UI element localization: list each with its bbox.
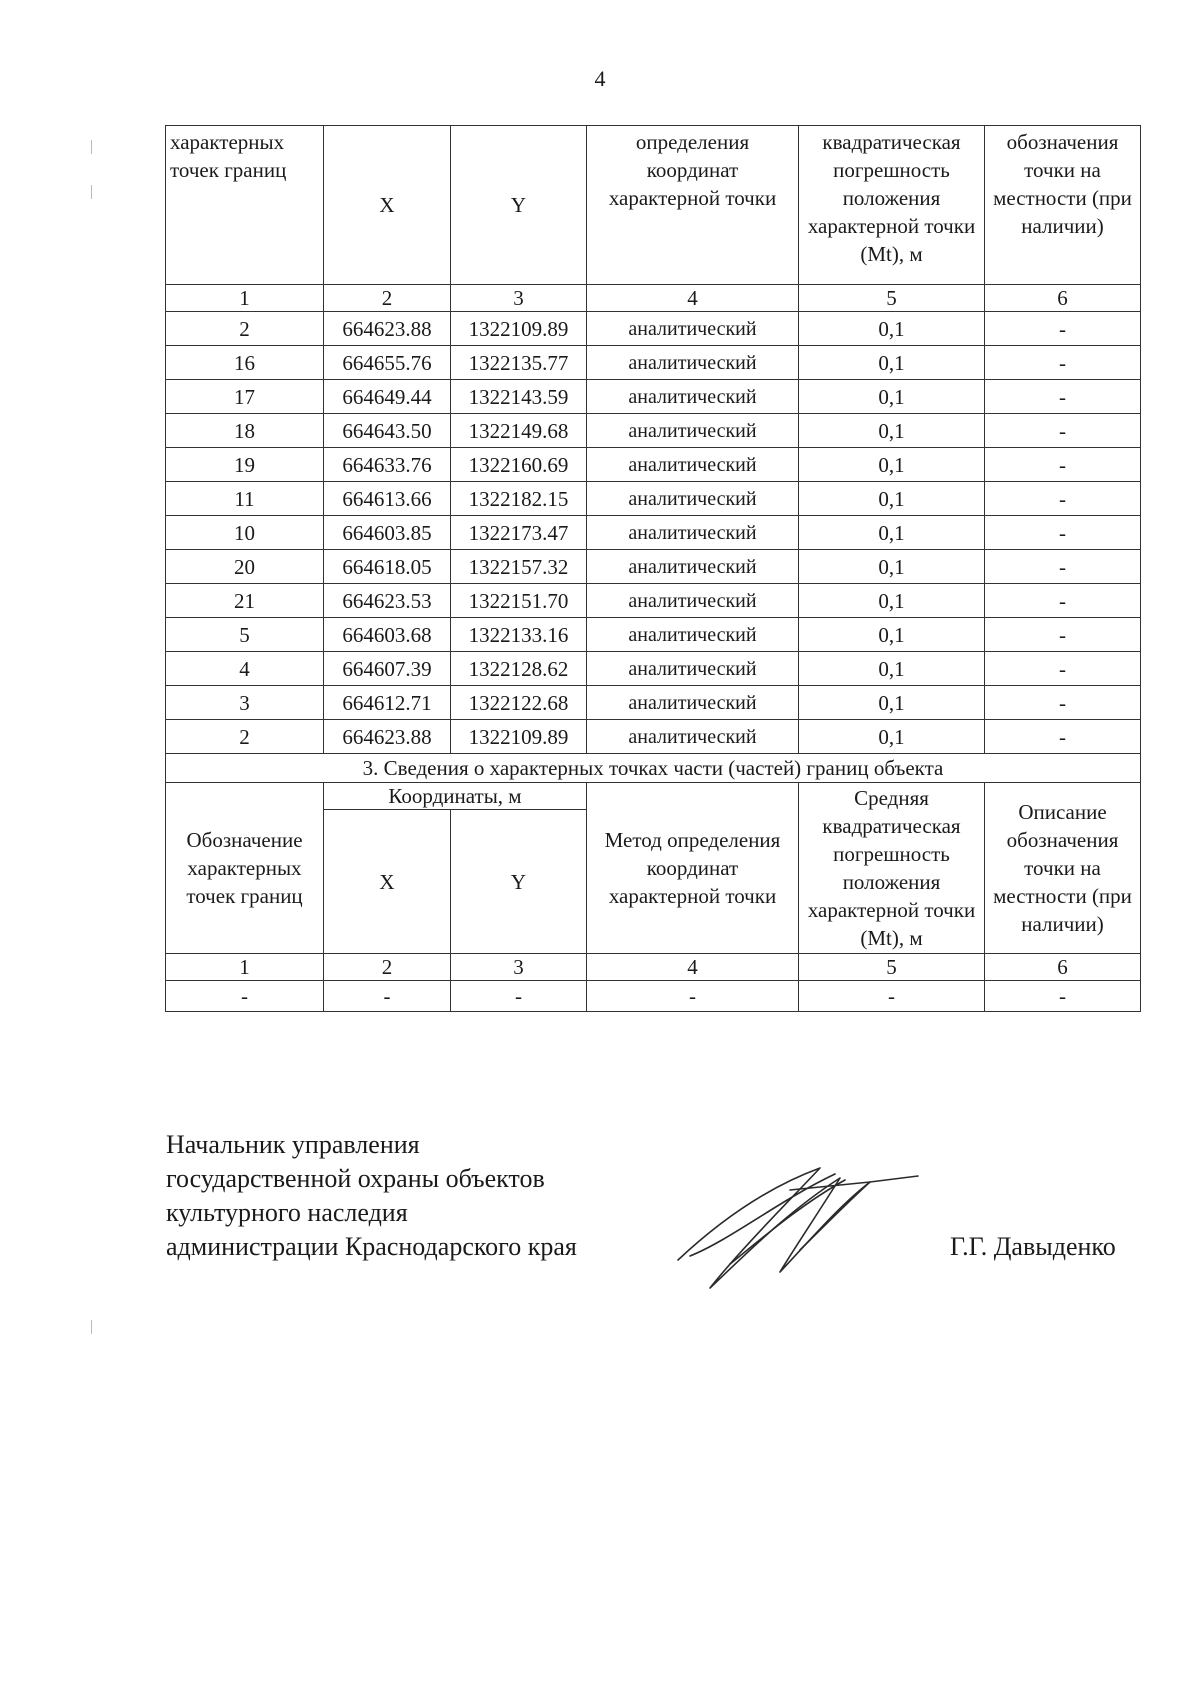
table-row — [166, 652, 1141, 686]
x-coordinate-cell: 664603.68 — [324, 618, 451, 652]
column-number: 5 — [799, 954, 985, 981]
column-number: 6 — [985, 954, 1141, 981]
table-row — [166, 584, 1141, 618]
point-number-cell: 19 — [166, 448, 324, 482]
error-cell: 0,1 — [799, 618, 985, 652]
method-cell: аналитический — [587, 550, 799, 584]
method-cell: аналитический — [587, 686, 799, 720]
header-x: X — [324, 126, 451, 285]
method-cell: аналитический — [587, 312, 799, 346]
y-coordinate-cell: 1322151.70 — [451, 584, 587, 618]
margin-mark — [91, 185, 92, 199]
y-coordinate-cell: 1322160.69 — [451, 448, 587, 482]
point-number-cell: 17 — [166, 380, 324, 414]
error-cell: 0,1 — [799, 584, 985, 618]
x-coordinate-cell: 664649.44 — [324, 380, 451, 414]
x-coordinate-cell: 664612.71 — [324, 686, 451, 720]
method-cell: аналитический — [587, 584, 799, 618]
margin-mark — [91, 1320, 92, 1334]
header-point-designation: характерных точек границ — [166, 126, 324, 285]
column-number: 2 — [324, 285, 451, 312]
margin-mark — [91, 140, 92, 154]
header-error: квадратическая погрешность положения характерной точки (Mt), м — [799, 126, 985, 285]
s3-header-coords-group: Координаты, м — [324, 783, 587, 810]
description-cell: - — [985, 550, 1141, 584]
point-number-cell: 20 — [166, 550, 324, 584]
column-number: 1 — [166, 285, 324, 312]
table-row — [166, 720, 1141, 754]
s3-header-description: Описание обозначения точки на местности (при наличии) — [985, 783, 1141, 954]
empty-cell: - — [799, 981, 985, 1012]
x-coordinate-cell: 664613.66 — [324, 482, 451, 516]
s3-header-y: Y — [451, 810, 587, 954]
y-coordinate-cell: 1322157.32 — [451, 550, 587, 584]
description-cell: - — [985, 448, 1141, 482]
point-number-cell: 3 — [166, 686, 324, 720]
y-coordinate-cell: 1322143.59 — [451, 380, 587, 414]
table-row — [166, 516, 1141, 550]
point-number-cell: 4 — [166, 652, 324, 686]
description-cell: - — [985, 346, 1141, 380]
y-coordinate-cell: 1322128.62 — [451, 652, 587, 686]
section3-header-row — [166, 783, 1141, 810]
empty-cell: - — [985, 981, 1141, 1012]
column-number: 2 — [324, 954, 451, 981]
empty-cell: - — [166, 981, 324, 1012]
column-number-row — [166, 285, 1141, 312]
continued-header-row — [166, 126, 1141, 285]
column-number: 3 — [451, 954, 587, 981]
description-cell: - — [985, 720, 1141, 754]
y-coordinate-cell: 1322182.15 — [451, 482, 587, 516]
table-row — [166, 312, 1141, 346]
column-number: 5 — [799, 285, 985, 312]
error-cell: 0,1 — [799, 652, 985, 686]
s3-empty-row — [166, 981, 1141, 1012]
position-line: Начальник управления — [166, 1130, 420, 1159]
description-cell: - — [985, 380, 1141, 414]
s3-header-method: Метод определения координат характерной точки — [587, 783, 799, 954]
description-cell: - — [985, 516, 1141, 550]
header-method: определения координат характерной точки — [587, 126, 799, 285]
position-line: государственной охраны объектов — [166, 1164, 545, 1193]
y-coordinate-cell: 1322135.77 — [451, 346, 587, 380]
table-row — [166, 414, 1141, 448]
x-coordinate-cell: 664623.88 — [324, 312, 451, 346]
x-coordinate-cell: 664603.85 — [324, 516, 451, 550]
section3-title-row — [166, 754, 1141, 783]
method-cell: аналитический — [587, 380, 799, 414]
method-cell: аналитический — [587, 448, 799, 482]
signer-name: Г.Г. Давыденко — [950, 1232, 1116, 1261]
y-coordinate-cell: 1322109.89 — [451, 720, 587, 754]
error-cell: 0,1 — [799, 550, 985, 584]
description-cell: - — [985, 686, 1141, 720]
method-cell: аналитический — [587, 652, 799, 686]
y-coordinate-cell: 1322122.68 — [451, 686, 587, 720]
table-row — [166, 686, 1141, 720]
signatory-position — [166, 1128, 577, 1264]
y-coordinate-cell: 1322133.16 — [451, 618, 587, 652]
s3-header-x: X — [324, 810, 451, 954]
error-cell: 0,1 — [799, 686, 985, 720]
x-coordinate-cell: 664643.50 — [324, 414, 451, 448]
description-cell: - — [985, 652, 1141, 686]
empty-cell: - — [324, 981, 451, 1012]
column-number: 4 — [587, 954, 799, 981]
table-row — [166, 380, 1141, 414]
error-cell: 0,1 — [799, 346, 985, 380]
description-cell: - — [985, 414, 1141, 448]
x-coordinate-cell: 664633.76 — [324, 448, 451, 482]
error-cell: 0,1 — [799, 516, 985, 550]
x-coordinate-cell: 664623.88 — [324, 720, 451, 754]
error-cell: 0,1 — [799, 720, 985, 754]
error-cell: 0,1 — [799, 380, 985, 414]
position-line: культурного наследия — [166, 1198, 408, 1227]
point-number-cell: 5 — [166, 618, 324, 652]
s3-header-error: Средняя квадратическая погрешность положения характерной точки (Mt), м — [799, 783, 985, 954]
y-coordinate-cell: 1322109.89 — [451, 312, 587, 346]
x-coordinate-cell: 664618.05 — [324, 550, 451, 584]
error-cell: 0,1 — [799, 312, 985, 346]
table-row — [166, 346, 1141, 380]
method-cell: аналитический — [587, 618, 799, 652]
header-y: Y — [451, 126, 587, 285]
section3-title: 3. Сведения о характерных точках части (частей) границ объекта — [166, 754, 1141, 783]
point-number-cell: 10 — [166, 516, 324, 550]
method-cell: аналитический — [587, 482, 799, 516]
position-line: администрации Краснодарского края — [166, 1232, 577, 1261]
point-number-cell: 11 — [166, 482, 324, 516]
empty-cell: - — [451, 981, 587, 1012]
description-cell: - — [985, 584, 1141, 618]
point-number-cell: 18 — [166, 414, 324, 448]
x-coordinate-cell: 664623.53 — [324, 584, 451, 618]
description-cell: - — [985, 482, 1141, 516]
table-row — [166, 550, 1141, 584]
y-coordinate-cell: 1322173.47 — [451, 516, 587, 550]
error-cell: 0,1 — [799, 414, 985, 448]
header-description: обозначения точки на местности (при наличии) — [985, 126, 1141, 285]
error-cell: 0,1 — [799, 448, 985, 482]
method-cell: аналитический — [587, 720, 799, 754]
table-row — [166, 618, 1141, 652]
method-cell: аналитический — [587, 346, 799, 380]
point-number-cell: 2 — [166, 720, 324, 754]
handwritten-signature — [670, 1160, 930, 1300]
coordinates-table — [165, 125, 1141, 1012]
table-row — [166, 448, 1141, 482]
page-number: 4 — [594, 66, 606, 91]
point-number-cell: 2 — [166, 312, 324, 346]
column-number: 3 — [451, 285, 587, 312]
x-coordinate-cell: 664607.39 — [324, 652, 451, 686]
column-number: 4 — [587, 285, 799, 312]
y-coordinate-cell: 1322149.68 — [451, 414, 587, 448]
x-coordinate-cell: 664655.76 — [324, 346, 451, 380]
s3-header-point-designation: Обозначение характерных точек границ — [166, 783, 324, 954]
column-number: 1 — [166, 954, 324, 981]
point-number-cell: 21 — [166, 584, 324, 618]
empty-cell: - — [587, 981, 799, 1012]
description-cell: - — [985, 618, 1141, 652]
error-cell: 0,1 — [799, 482, 985, 516]
point-number-cell: 16 — [166, 346, 324, 380]
method-cell: аналитический — [587, 516, 799, 550]
column-number: 6 — [985, 285, 1141, 312]
method-cell: аналитический — [587, 414, 799, 448]
description-cell: - — [985, 312, 1141, 346]
s3-column-number-row — [166, 954, 1141, 981]
table-row — [166, 482, 1141, 516]
